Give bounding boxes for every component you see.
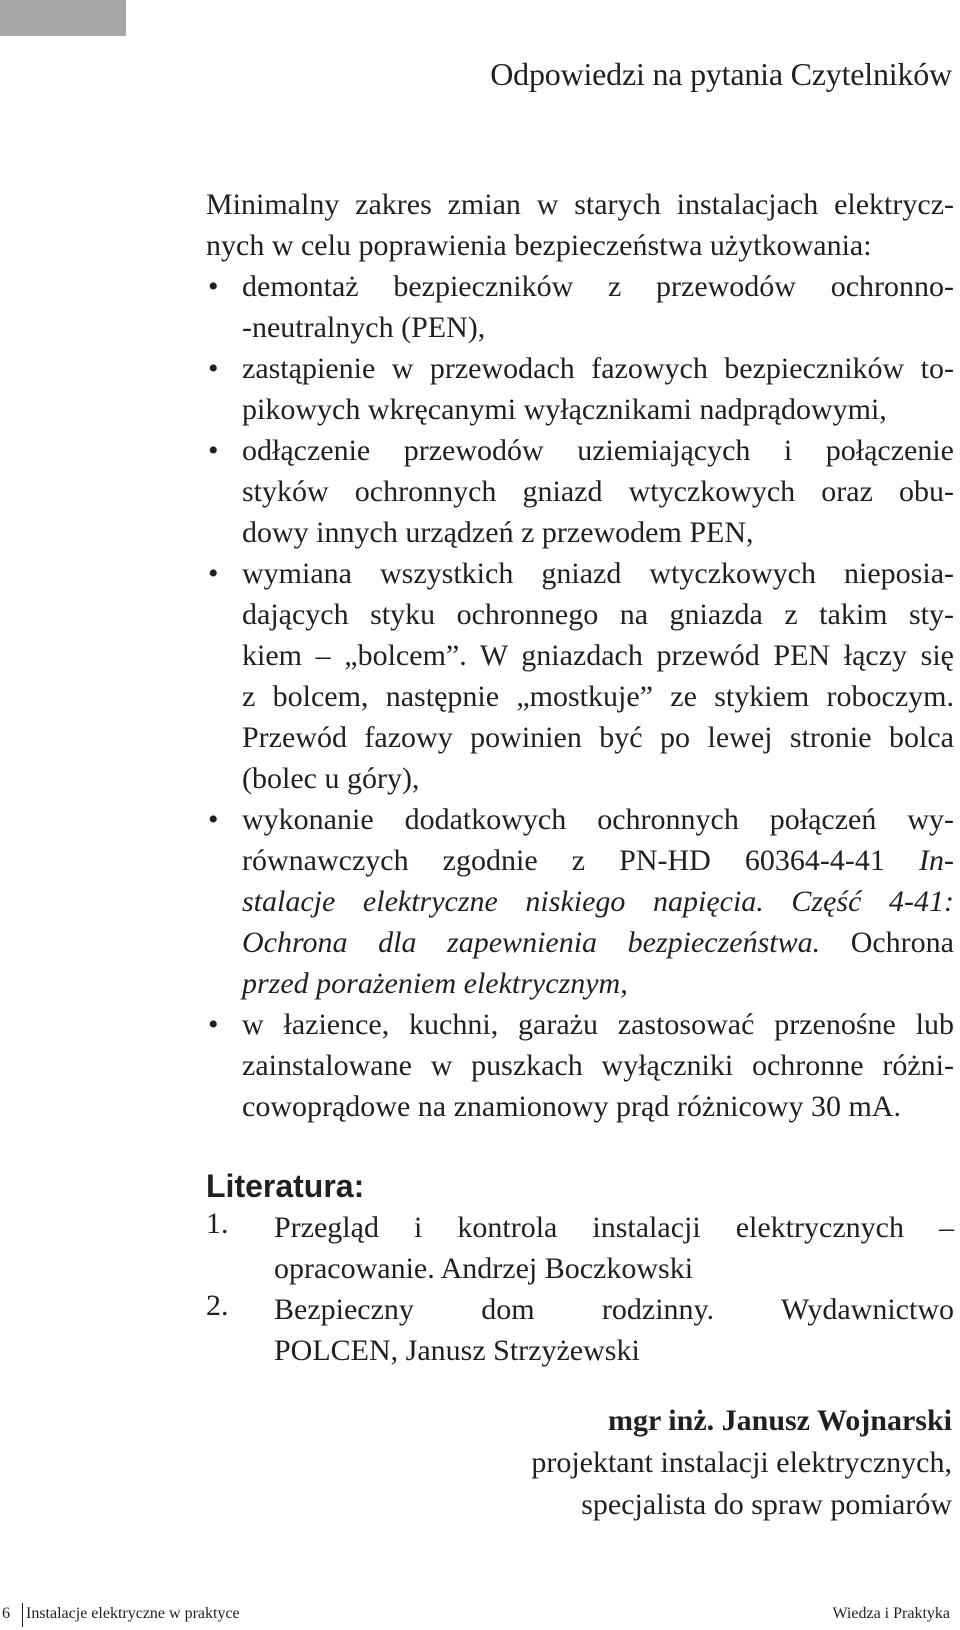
page-title: Odpowiedzi na pytania Czytelników bbox=[490, 56, 952, 92]
reference-line: POLCEN, Janusz Strzyżewski bbox=[274, 1334, 640, 1367]
list-item bbox=[206, 1004, 954, 1127]
list-item-line: styków ochronnych gniazd wtyczkowych oraz obu- bbox=[242, 475, 954, 508]
list-item-line: dowy innych urządzeń z przewodem PEN, bbox=[242, 516, 754, 549]
list-item-line: • w łazience, kuchni, garażu zastosować przenośne lub bbox=[206, 1004, 954, 1045]
reference-line: opracowanie. Andrzej Boczkowski bbox=[274, 1252, 694, 1285]
reference-line: Bezpieczny dom rodzinny. Wydawnictwo bbox=[274, 1293, 954, 1326]
literature-heading: Literatura: bbox=[206, 1168, 365, 1204]
list-item-line: równawczych zgodnie z PN-HD 60364-4-41 In- bbox=[242, 844, 955, 877]
bullet-icon: • bbox=[208, 434, 219, 467]
list-item-line: pikowych wkręcanymi wyłącznikami nadprądowymi, bbox=[242, 393, 887, 426]
list-item bbox=[206, 348, 954, 430]
list-item-line: przed porażeniem elektrycznym, bbox=[242, 967, 628, 1000]
page-number: 6 bbox=[2, 1605, 10, 1622]
publication-title: Instalacje elektryczne w praktyce bbox=[26, 1605, 240, 1622]
list-item bbox=[206, 430, 954, 553]
author-signature bbox=[531, 1400, 952, 1526]
author-role: projektant instalacji elektrycznych, bbox=[531, 1446, 952, 1479]
list-item-line: • zastąpienie w przewodach fazowych bezpieczników to- bbox=[206, 348, 954, 389]
list-item-line: Ochrona dla zapewnienia bezpieczeństwa. Ochrona bbox=[242, 926, 954, 959]
bullet-icon: • bbox=[208, 1008, 219, 1041]
reference-number: 2. bbox=[206, 1289, 229, 1322]
article-body bbox=[206, 184, 954, 1371]
list-item-line: zainstalowane w puszkach wyłączniki ochronne różni- bbox=[242, 1049, 954, 1082]
list-item-line: • odłączenie przewodów uziemiających i połączenie bbox=[206, 430, 954, 471]
bullet-icon: • bbox=[208, 803, 219, 836]
list-item-line: -neutralnych (PEN), bbox=[242, 311, 486, 344]
reference-item bbox=[206, 1207, 954, 1289]
list-item-line: z bolcem, następnie „mostkuje” ze stykiem roboczym. bbox=[242, 680, 954, 713]
reference-item bbox=[206, 1289, 954, 1371]
intro-line: Minimalny zakres zmian w starych instalacjach elektrycz- bbox=[206, 188, 954, 221]
list-item-line: dających styku ochronnego na gniazda z takim sty- bbox=[242, 598, 954, 631]
list-item-line: • wykonanie dodatkowych ochronnych połączeń wy- bbox=[206, 799, 954, 840]
list-item-line: • demontaż bezpieczników z przewodów ochronno- bbox=[206, 266, 954, 307]
list-item-line: (bolec u góry), bbox=[242, 762, 420, 795]
list-item bbox=[206, 553, 954, 799]
intro-line: nych w celu poprawienia bezpieczeństwa użytkowania: bbox=[206, 229, 872, 262]
list-item bbox=[206, 266, 954, 348]
page-footer bbox=[0, 1601, 960, 1627]
footer-divider bbox=[22, 1603, 23, 1627]
publisher-name: Wiedza i Praktyka bbox=[832, 1605, 950, 1622]
author-role: specjalista do spraw pomiarów bbox=[581, 1488, 952, 1521]
reference-line: Przegląd i kontrola instalacji elektrycznych – bbox=[274, 1211, 954, 1244]
bullet-icon: • bbox=[208, 270, 219, 303]
list-item bbox=[206, 799, 954, 1004]
author-name: mgr inż. Janusz Wojnarski bbox=[608, 1404, 952, 1437]
bullet-icon: • bbox=[208, 557, 219, 590]
list-item-line: stalacje elektryczne niskiego napięcia. Część 4-41: bbox=[242, 885, 954, 918]
list-item-line: cowoprądowe na znamionowy prąd różnicowy 30 mA. bbox=[242, 1090, 901, 1123]
bullet-icon: • bbox=[208, 352, 219, 385]
list-item-line: Przewód fazowy powinien być po lewej stronie bolca bbox=[242, 721, 954, 754]
list-item-line: kiem – „bolcem”. W gniazdach przewód PEN łączy się bbox=[242, 639, 954, 672]
reference-number: 1. bbox=[206, 1207, 229, 1240]
list-item-line: • wymiana wszystkich gniazd wtyczkowych nieposia- bbox=[206, 553, 954, 594]
header-tab-block bbox=[0, 0, 126, 36]
